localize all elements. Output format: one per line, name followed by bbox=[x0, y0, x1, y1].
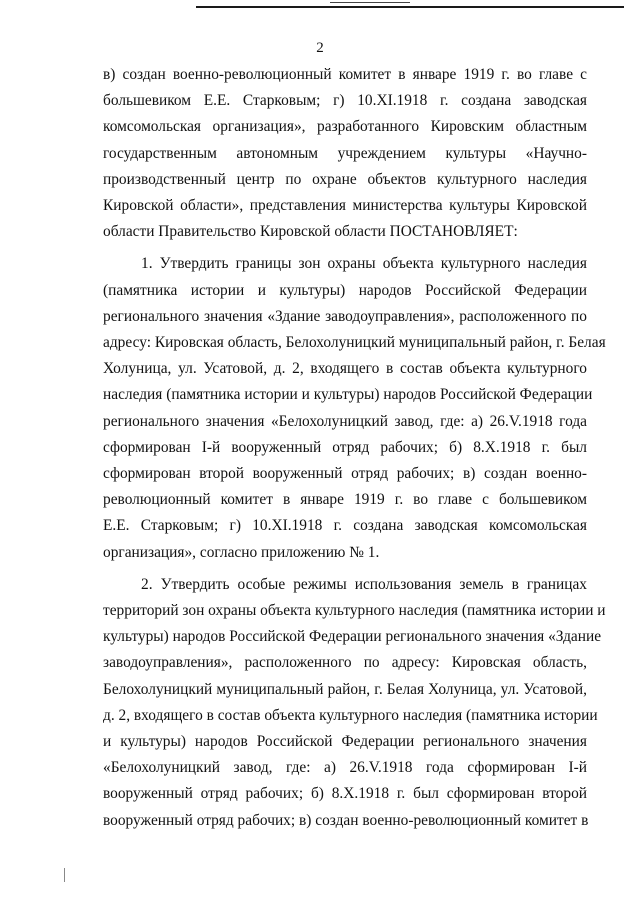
text-line: и культуры) народов Российской Федерации регионального значения bbox=[103, 733, 587, 751]
text-line: регионального значения «Здание заводоуправления», расположенного по bbox=[103, 307, 587, 325]
text-line: Белохолуницкий муниципальный район, г. Белая Холуница, ул. Усатовой, bbox=[103, 680, 587, 698]
text-line: большевиком Е.Е. Старковым; г) 10.XI.1918 г. создана заводская bbox=[103, 92, 587, 110]
text-line: наследия (памятника истории и культуры) народов Российской Федерации bbox=[103, 386, 593, 404]
text-line: сформирован I-й вооруженный отряд рабочих; б) 8.X.1918 г. был bbox=[103, 438, 587, 456]
text-line: д. 2, входящего в состав объекта культурного наследия (памятника истории bbox=[103, 706, 598, 724]
scan-edge-line-secondary bbox=[330, 2, 410, 3]
text-line: адресу: Кировская область, Белохолуницкий муниципальный район, г. Белая bbox=[103, 334, 606, 352]
text-line: организация», согласно приложению № 1. bbox=[103, 543, 380, 561]
text-line: 2. Утвердить особые режимы использования земель в границах bbox=[141, 575, 587, 593]
paragraph-intro bbox=[103, 62, 587, 245]
scan-edge-line bbox=[196, 6, 624, 8]
text-line: Кировской области», представления министерства культуры Кировской bbox=[103, 197, 587, 215]
text-line: заводоуправления», расположенного по адресу: Кировская область, bbox=[103, 654, 587, 672]
text-line: вооруженный отряд рабочих; в) создан военно-революционный комитет в bbox=[103, 811, 589, 829]
text-line: Холуница, ул. Усатовой, д. 2, входящего в состав объекта культурного bbox=[103, 360, 587, 378]
text-line: «Белохолуницкий завод, где: а) 26.V.1918 года сформирован I-й bbox=[103, 759, 587, 777]
text-line: производственный центр по охране объектов культурного наследия bbox=[103, 170, 587, 188]
paragraph-item-2 bbox=[103, 572, 606, 834]
text-line: 1. Утвердить границы зон охраны объекта культурного наследия bbox=[141, 255, 587, 273]
text-line: государственным автономным учреждением культуры «Научно- bbox=[103, 144, 587, 162]
document-body bbox=[103, 62, 606, 834]
text-line: революционный комитет в январе 1919 г. во главе с большевиком bbox=[103, 491, 587, 509]
text-line: территорий зон охраны объекта культурного наследия (памятника истории и bbox=[103, 602, 606, 620]
text-line: культуры) народов Российской Федерации регионального значения «Здание bbox=[103, 628, 602, 646]
page-number: 2 bbox=[316, 40, 324, 56]
text-line: Е.Е. Старковым; г) 10.XI.1918 г. создана заводская комсомольская bbox=[103, 517, 587, 535]
text-line: (памятника истории и культуры) народов Российской Федерации bbox=[103, 281, 587, 299]
text-line: регионального значения «Белохолуницкий завод, где: а) 26.V.1918 года bbox=[103, 412, 587, 430]
text-line: сформирован второй вооруженный отряд рабочих; в) создан военно- bbox=[103, 465, 587, 483]
scan-speck bbox=[64, 868, 65, 882]
text-line: вооруженный отряд рабочих; б) 8.X.1918 г. был сформирован второй bbox=[103, 785, 587, 803]
text-line: комсомольская организация», разработанного Кировским областным bbox=[103, 118, 587, 136]
text-line: в) создан военно-революционный комитет в январе 1919 г. во главе с bbox=[103, 66, 587, 83]
text-line: области Правительство Кировской области ПОСТАНОВЛЯЕТ: bbox=[103, 223, 518, 241]
paragraph-item-1 bbox=[103, 251, 606, 565]
